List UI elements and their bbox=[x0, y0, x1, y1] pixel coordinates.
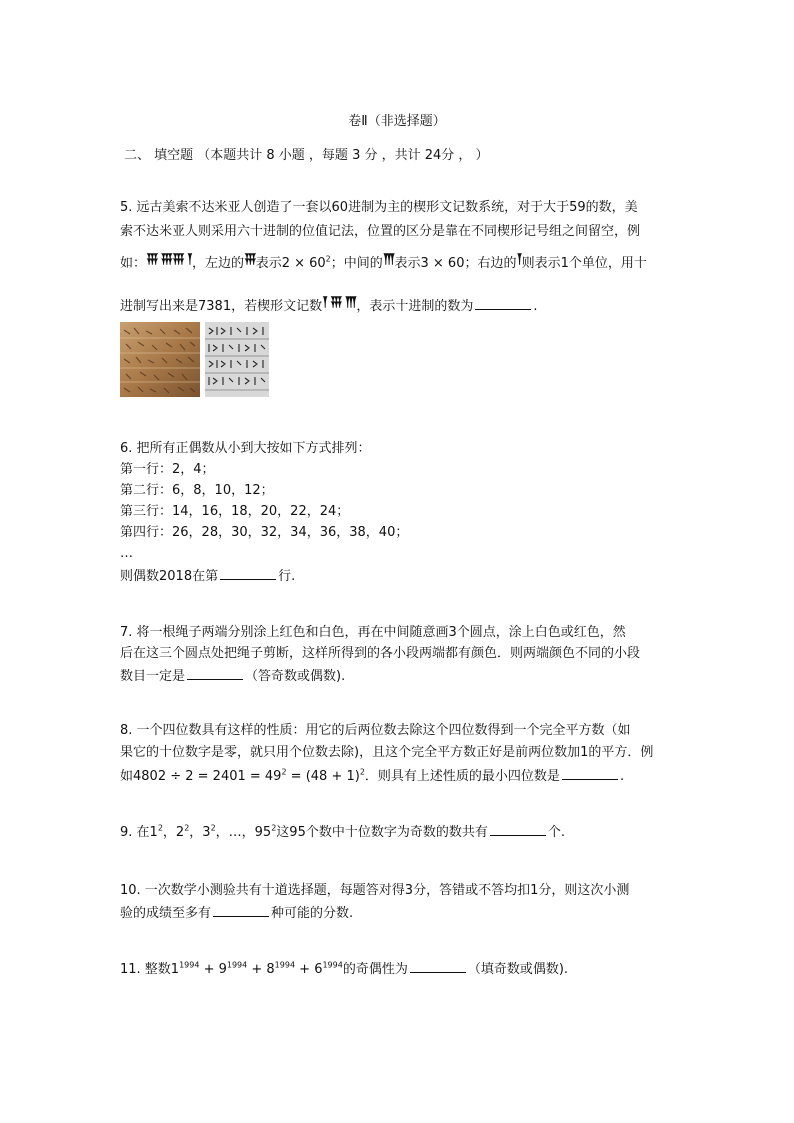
q9-line: 9. 在$1^2$，$2^2$，$3^2$，…，$95^2$这95个数中十位数字为奇数的数共有 个. bbox=[120, 823, 565, 840]
q5-line-3: 如：𒐚 𒐚𒐚 𒐕，左边的𒐚表示$2 \times 60^2$；中间的𒐗表示3 × 60；右边的𒐕则表示1个单位，用十 bbox=[120, 253, 647, 271]
q5-line-1: 5. 远古美索不达米亚人创造了一套以60进制为主的楔形文记数系统，对于大于59的数，美 bbox=[120, 200, 638, 215]
cuneiform-symbol: 𒐕 bbox=[516, 253, 522, 266]
q6-line-2: 则偶数2018在第 行. bbox=[120, 569, 296, 584]
cuneiform-script-photo bbox=[205, 322, 269, 397]
q6-row-4: 第四行：26，28，30，32，34，36，38，40； bbox=[120, 525, 409, 540]
answer-blank bbox=[475, 297, 531, 310]
answer-blank bbox=[220, 567, 276, 580]
q5-line-4: 进制写出来是7381，若楔形文记数𒐕 𒐚 𒐗，表示十进制的数为 . bbox=[120, 296, 538, 314]
q7-line-1: 7. 将一根绳子两端分别涂上红色和白色，再在中间随意画3个圆点，涂上白色或红色，然 bbox=[120, 625, 626, 640]
answer-blank bbox=[490, 823, 546, 836]
q6-line-1: 6. 把所有正偶数从小到大按如下方式排列： bbox=[120, 441, 371, 456]
q6-row-ellipsis: … bbox=[120, 546, 133, 561]
q10-line-2: 验的成绩至多有 种可能的分数. bbox=[120, 906, 354, 921]
q8-line-3: 如$4802 \div 2 = 2401 = 49^2 = (48 + 1)^2$．则具有上述性质的最小四位数是 . bbox=[120, 767, 625, 784]
cuneiform-symbol: 𒐕 𒐚 𒐗 bbox=[322, 296, 357, 309]
answer-blank bbox=[213, 904, 269, 917]
q5-line-2: 索不达米亚人则采用六十进制的位值记法，位置的区分是靠在不同楔形记号组之间留空，例 bbox=[120, 224, 641, 239]
q7-line-2: 后在这三个圆点处把绳子剪断，这样所得到的各小段两端都有颜色．则两端颜色不同的小段 bbox=[120, 646, 641, 661]
section-heading: 二、 填空题 （本题共计 8 小题 ，每题 3 分 ，共计 24分 ， ） bbox=[124, 148, 489, 163]
answer-blank bbox=[562, 767, 618, 780]
cuneiform-symbol: 𒐚 𒐚𒐚 𒐕 bbox=[146, 253, 192, 266]
q8-line-2: 果它的十位数字是零，就只用个位数去除)，且这个完全平方数正好是前两位数加1的平方．例 bbox=[120, 745, 654, 760]
q6-row-1: 第一行：2，4； bbox=[120, 462, 215, 477]
q10-line-1: 10. 一次数学小测验共有十道选择题，每题答对得3分，答错或不答均扣1分，则这次小测 bbox=[120, 883, 630, 898]
q8-line-1: 8. 一个四位数具有这样的性质：用它的后两位数去除这个四位数得到一个完全平方数（如 bbox=[120, 723, 631, 738]
q11-line: 11. 整数$1^{1994} + 9^{1994} + 8^{1994} + 6^{1994}$的奇偶性为 （填奇数或偶数). bbox=[120, 960, 569, 977]
q6-row-2: 第二行：6，8，10，12； bbox=[120, 483, 274, 498]
q6-row-3: 第三行：14，16，18，20，22，24； bbox=[120, 504, 350, 519]
clay-tablet-photo bbox=[120, 322, 200, 397]
page-title: 卷Ⅱ（非选择题） bbox=[348, 114, 446, 129]
q7-line-3: 数目一定是 （答奇数或偶数). bbox=[120, 669, 346, 684]
cuneiform-symbol: 𒐚 bbox=[243, 253, 256, 266]
answer-blank bbox=[410, 960, 466, 973]
cuneiform-symbol: 𒐗 bbox=[382, 253, 395, 266]
answer-blank bbox=[187, 667, 243, 680]
